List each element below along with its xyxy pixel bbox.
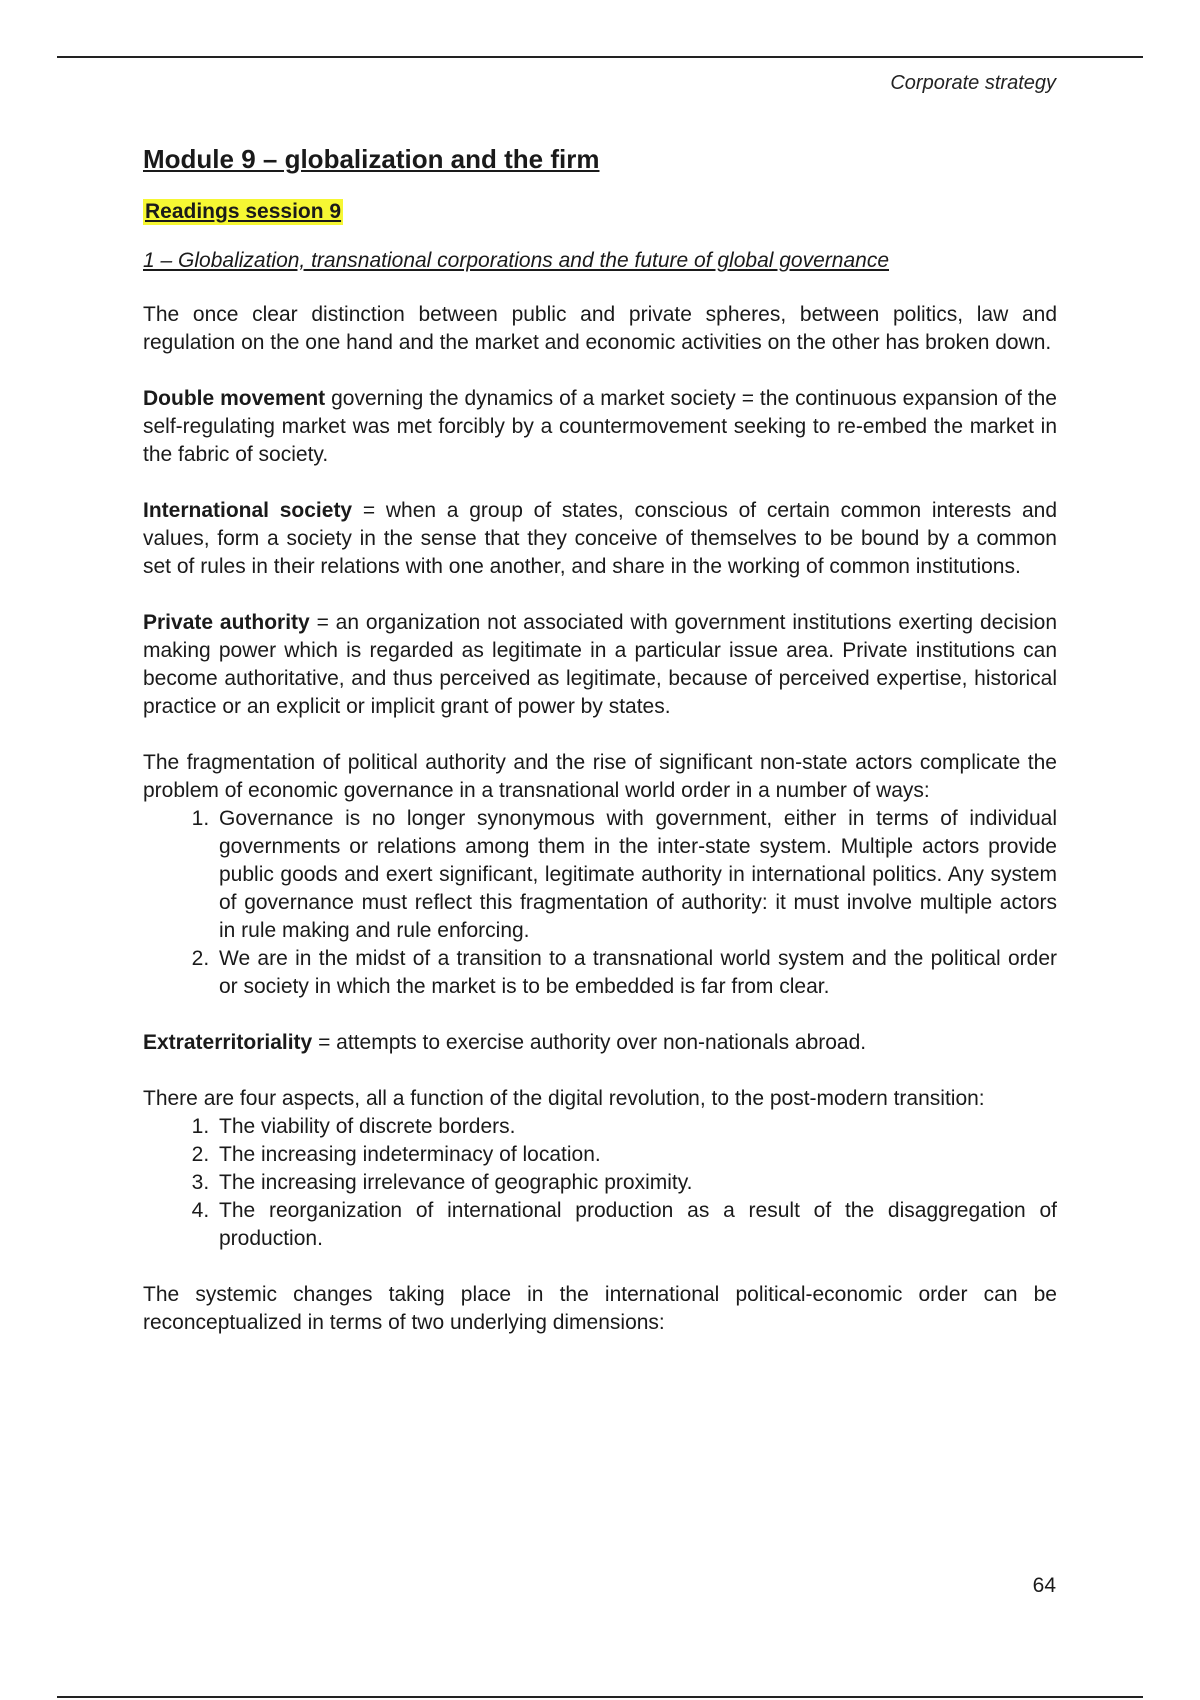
page-number: 64 [1032, 1574, 1056, 1597]
readings-label: Readings session 9 [145, 200, 342, 223]
paragraph-systemic-changes: The systemic changes taking place in the international political-economic order can be reconceptualized in terms of two underlying dimensions: [143, 1283, 1057, 1334]
fragmentation-list [143, 805, 1057, 1001]
running-header: Corporate strategy [890, 72, 1056, 94]
top-rule [57, 56, 1143, 58]
list-item: 2. We are in the midst of a transition to a transnational world system and the political order or society in which the market is to be embedded is far from clear. [215, 945, 1057, 1001]
bottom-rule [57, 1696, 1143, 1698]
paragraph-fragmentation-intro: The fragmentation of political authority and the rise of significant non-state actors complicate the problem of economic governance in a transnational world order in a number of ways: [143, 751, 1057, 802]
paragraph-private-authority [143, 609, 1057, 721]
paragraph-extraterritoriality [143, 1029, 1057, 1057]
paragraph-double-movement [143, 385, 1057, 469]
list-item: 4. The reorganization of international production as a result of the disaggregation of production. [215, 1197, 1057, 1253]
module-title: Module 9 – globalization and the firm [143, 144, 600, 174]
definition-extraterritoriality: = attempts to exercise authority over non-nationals abroad. [312, 1031, 867, 1054]
term-private-authority: Private authority [143, 611, 310, 634]
paragraph-public-private: The once clear distinction between public and private spheres, between politics, law and regulation on the one hand and the market and economic activities on the other has broken down. [143, 303, 1057, 354]
definition-double-movement: governing the dynamics of a market society = the continuous expansion of the self-regulating market was met forcibly by a countermovement seeking to re-embed the market in the fabric of society. [143, 387, 1057, 466]
definition-private-authority: = an organization not associated with government institutions exerting decision making power which is regarded as legitimate in a particular issue area. Private institutions can become authoritative, and thus perceived as legitimate, because of perceived expertise, historical practice or an explicit or implicit grant of power by states. [143, 611, 1058, 718]
paragraph-aspects-intro: There are four aspects, all a function of the digital revolution, to the post-modern transition: [143, 1087, 985, 1110]
definition-international-society: = when a group of states, conscious of certain common interests and values, form a society in the sense that they conceive of themselves to be bound by a common set of rules in their relations with one another, and share in the working of common institutions. [143, 499, 1057, 578]
list-item: 1. Governance is no longer synonymous with government, either in terms of individual governments or relations among them in the inter-state system. Multiple actors provide public goods and exert significant, legitimate authority in international politics. Any system of governance must reflect this fragmentation of authority: it must involve multiple actors in rule making and rule enforcing. [215, 805, 1057, 945]
aspects-list [143, 1113, 1057, 1253]
paragraph-international-society [143, 497, 1057, 581]
list-item: 2. The increasing indeterminacy of location. [215, 1141, 1057, 1169]
list-item: 3. The increasing irrelevance of geographic proximity. [215, 1169, 1057, 1197]
term-international-society: International society [143, 499, 353, 522]
page-body [143, 138, 1057, 1365]
section-title: 1 – Globalization, transnational corporations and the future of global governance [143, 249, 889, 272]
term-extraterritoriality: Extraterritoriality [143, 1031, 313, 1054]
term-double-movement: Double movement [143, 387, 326, 410]
list-item: 1. The viability of discrete borders. [215, 1113, 1057, 1141]
